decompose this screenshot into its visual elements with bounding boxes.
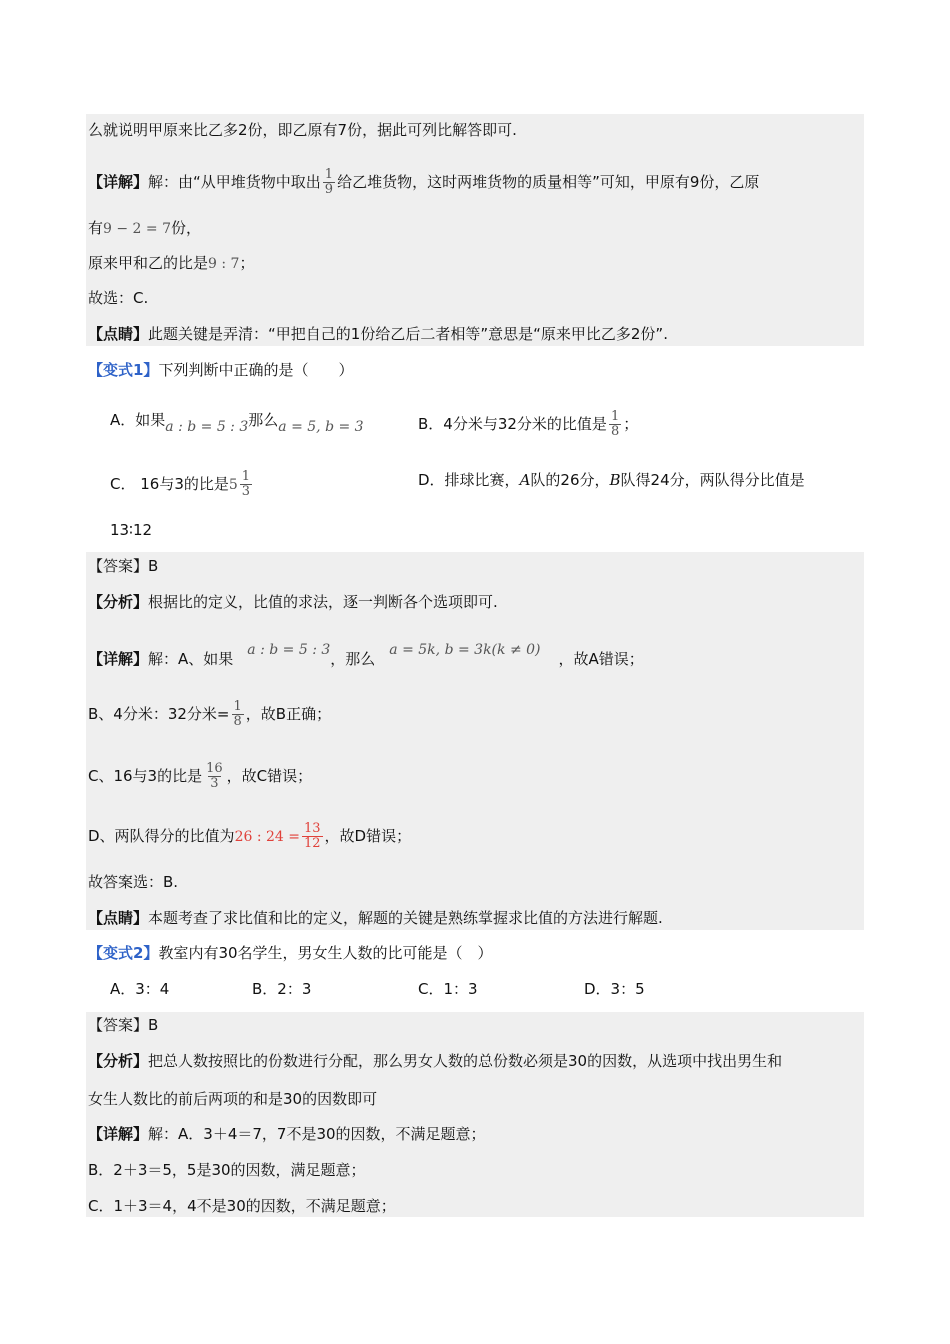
v2-answer: 【答案】B <box>88 1016 159 1034</box>
v1-final: 故答案选：B. <box>88 873 179 891</box>
fraction-1-8-b: $\frac{1}{8}$ <box>233 699 242 729</box>
v1-option-b: B．4分米与32分米的比值是 $\frac{1}{8}$ ； <box>418 409 639 439</box>
intro-highlight <box>86 114 864 346</box>
v1-detail-a: 【详解】解：A、如果 a : b = 5 : 3，那么 a = 5k, b = 3k(k ≠ 0) ，故A错误； <box>88 642 644 668</box>
fraction-1-8: $\frac{1}{8}$ <box>610 409 620 439</box>
v2-option-a: A．3：4 <box>110 980 170 998</box>
v2-question: 【变式2】教室内有30名学生，男女生人数的比可能是（ ） <box>88 944 493 962</box>
v2-analysis-2: 女生人数比的前后两项的和是30的因数即可 <box>88 1090 378 1108</box>
v1-option-d-cont: 13∶12 <box>110 521 153 539</box>
v1-option-d: D．排球比赛，A队的26分，B队得24分，两队得分比值是 <box>418 471 805 489</box>
v2-option-d: D．3：5 <box>584 980 645 998</box>
intro-continuation: 么就说明甲原来比乙多2份，即乙原有7份，据此可列比解答即可. <box>88 121 517 139</box>
intro-choice: 故选：C. <box>88 289 149 307</box>
v1-question: 【变式1】下列判断中正确的是（ ） <box>88 361 354 379</box>
fraction-13-12: $\frac{13}{12}$ <box>304 821 321 851</box>
v2-option-b: B．2：3 <box>252 980 312 998</box>
v2-detail-b: B．2＋3＝5，5是30的因数，满足题意； <box>88 1161 366 1179</box>
v1-detail-b: B、4分米：32分米= $\frac{1}{8}$ ，故B正确； <box>88 699 332 729</box>
v2-analysis-1: 【分析】把总人数按照比的份数进行分配，那么男女人数的总份数必须是30的因数，从选项中找出男生和 <box>88 1052 783 1070</box>
v2-option-c: C．1：3 <box>418 980 478 998</box>
v2-detail-c: C．1＋3＝4，4不是30的因数，不满足题意； <box>88 1197 396 1215</box>
fraction-16-3: $\frac{16}{3}$ <box>206 761 223 791</box>
fraction-1-9: $\frac{1}{9}$ <box>324 167 334 197</box>
v2-solution-highlight <box>86 1012 864 1217</box>
v1-label: 【变式1】 <box>88 361 159 379</box>
intro-line2: 有9 − 2 = 7份， <box>88 219 202 237</box>
v1-answer: 【答案】B <box>88 557 159 575</box>
v2-detail-a: 【详解】解：A．3＋4＝7，7不是30的因数，不满足题意； <box>88 1125 486 1143</box>
detail-label: 【详解】 <box>88 173 149 191</box>
fraction-1-3: $\frac{1}{3}$ <box>241 469 251 499</box>
intro-detail: 【详解】解：由“从甲堆货物中取出 $\frac{1}{9}$ 给乙堆货物，这时两堆货物的质量相等”可知，甲原有9份，乙原 <box>88 167 760 197</box>
v1-option-c: C． 16与3的比是5 $\frac{1}{3}$ <box>110 469 251 499</box>
v2-label: 【变式2】 <box>88 944 159 962</box>
v1-detail-d: D、两队得分的比值为26 : 24 = $\frac{13}{12}$ ，故D错误； <box>88 821 412 851</box>
intro-line3: 原来甲和乙的比是9 : 7； <box>88 254 255 272</box>
v1-analysis: 【分析】根据比的定义，比值的求法，逐一判断各个选项即可. <box>88 593 498 611</box>
intro-tip: 【点睛】此题关键是弄清：“甲把自己的1份给乙后二者相等”意思是“原来甲比乙多2份”. <box>88 325 668 343</box>
v1-detail-c: C、16与3的比是 $\frac{16}{3}$ ，故C错误； <box>88 761 313 791</box>
v1-option-a: A．如果a : b = 5 : 3那么a = 5, b = 3 <box>110 411 364 435</box>
v1-tip: 【点睛】本题考查了求比值和比的定义，解题的关键是熟练掌握求比值的方法进行解题. <box>88 909 663 927</box>
